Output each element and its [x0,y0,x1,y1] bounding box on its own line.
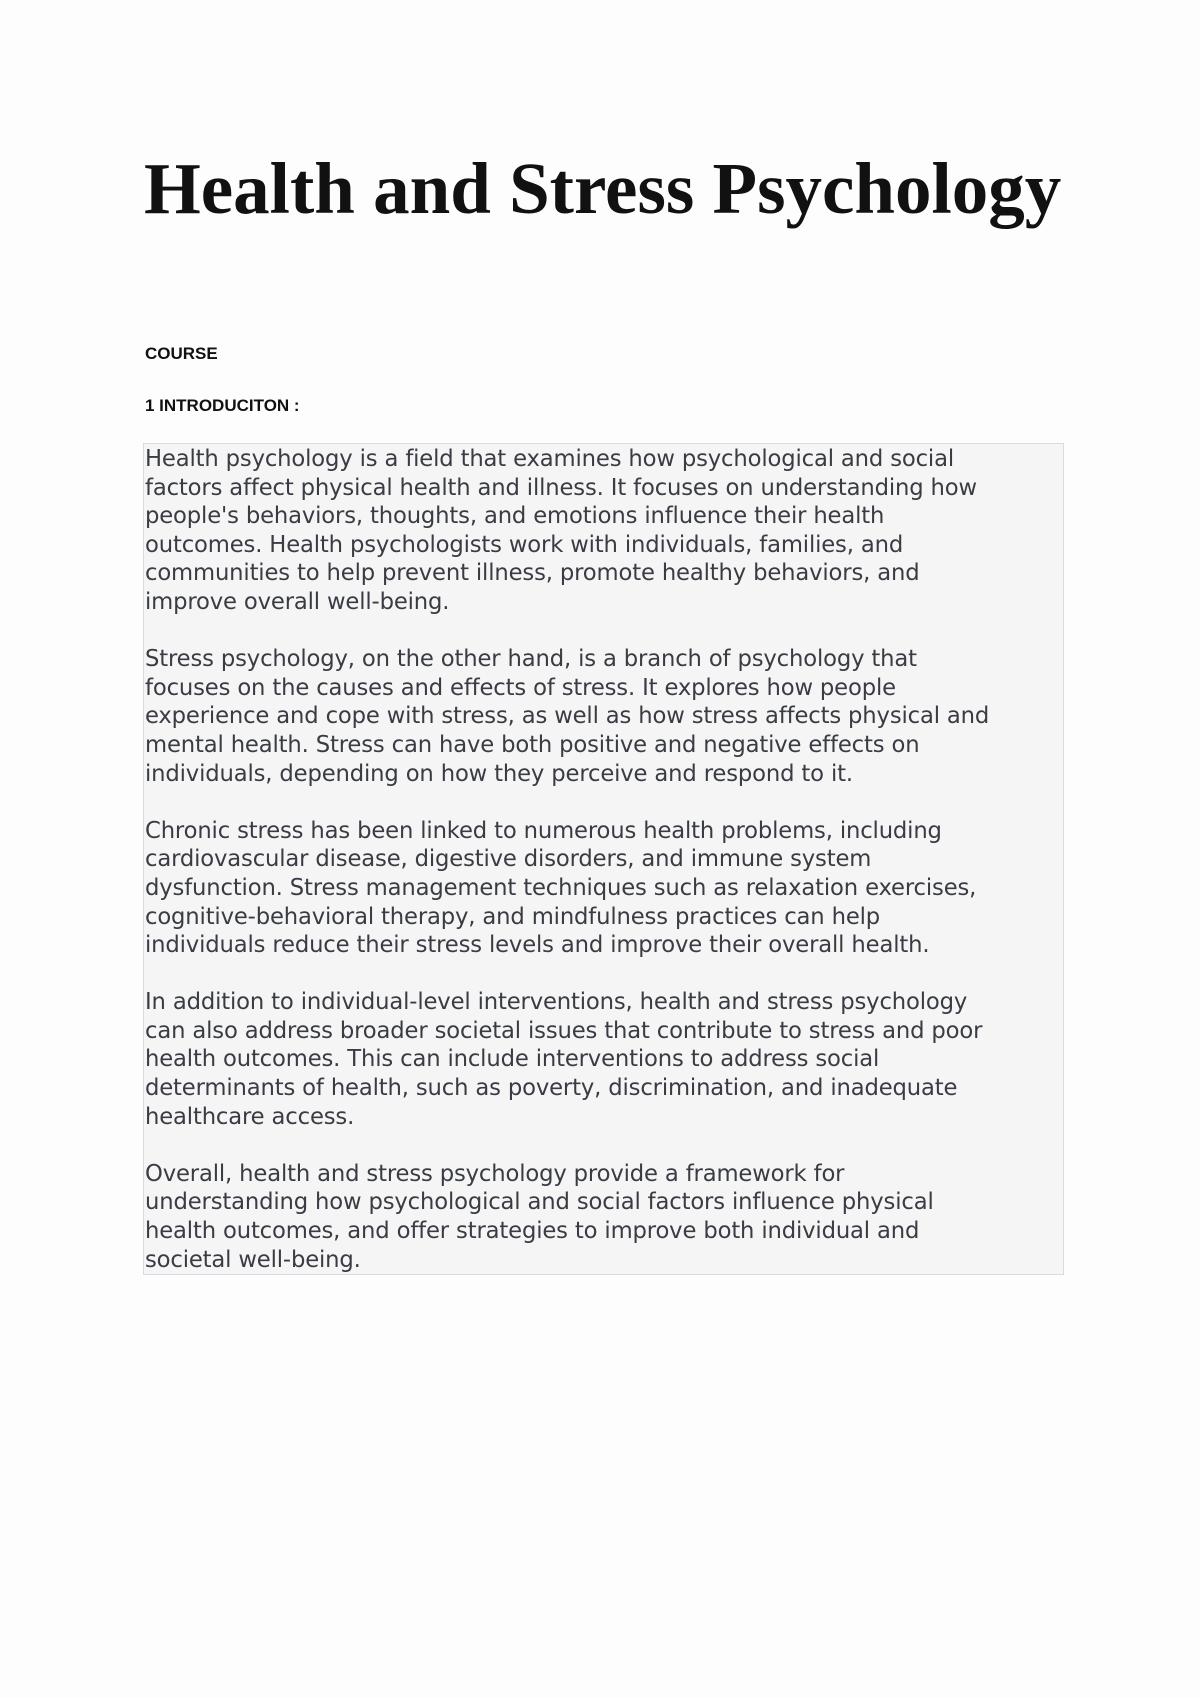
course-label: COURSE [145,344,218,363]
paragraph-health-psychology: Health psychology is a field that examines how psychological and social factors affect physical health and illness. It focuses on understanding how people's behaviors, thoughts, and emotions influence their health outcomes. Health psychologists work with individuals, families, and communities to help prevent illness, promote healthy behaviors, and improve overall well-being. [145,446,977,615]
paragraph-chronic-stress: Chronic stress has been linked to numerous health problems, including cardiovascular disease, digestive disorders, and immune system dysfunction. Stress management techniques such as relaxation exercises, cognitive-behavioral therapy, and mindfulness practices can help individuals reduce their stress levels and improve their overall health. [145,817,977,959]
paragraph-societal-issues: In addition to individual-level interventions, health and stress psychology can also address broader societal issues that contribute to stress and poor health outcomes. This can include interventions to address social determinants of health, such as poverty, discrimination, and inadequate healthcare access. [145,989,983,1130]
document-title: Health and Stress Psychology [144,148,1062,229]
paragraph-stress-psychology: Stress psychology, on the other hand, is a branch of psychology that focuses on the causes and effects of stress. It explores how people experience and cope with stress, as well as how stress affects physical and mental health. Stress can have both positive and negative effects on individuals, depending on how they perceive and respond to it. [145,646,990,787]
introduction-text-box [143,443,1064,1275]
introduction-heading: 1 INTRODUCITON : [145,396,300,415]
paragraph-overall: Overall, health and stress psychology provide a framework for understanding how psychological and social factors influence physical health outcomes, and offer strategies to improve both individual and societal well-being. [145,1160,934,1273]
